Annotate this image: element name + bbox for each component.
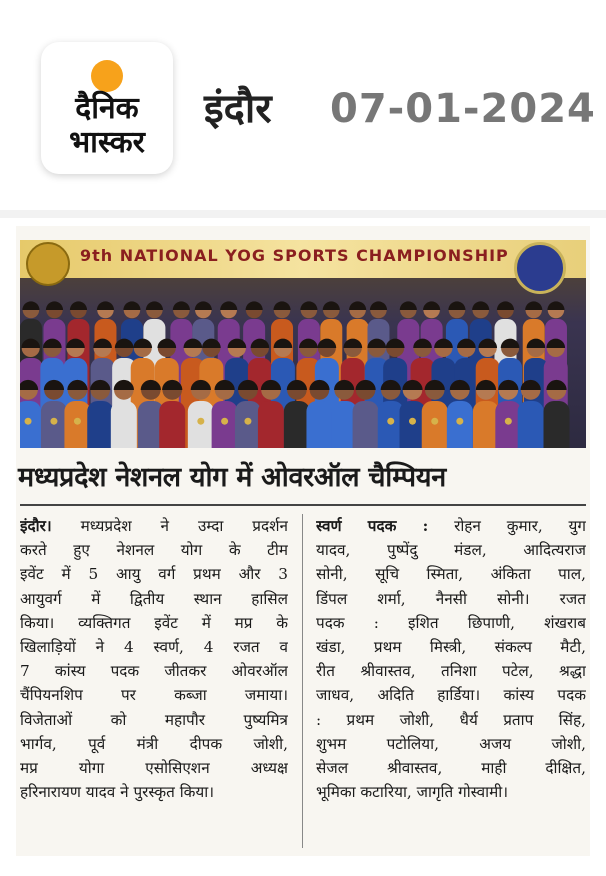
person-hair xyxy=(246,301,263,310)
article-line: रीत श्रीवास्तव, तनिशा पटेल, श्रद्धा xyxy=(316,662,586,681)
article-headline: मध्यप्रदेश नेशनल योग में ओवरऑल चैम्पियन xyxy=(18,462,446,493)
article-line: शुभम पटोलिया, अजय जोशी, xyxy=(316,734,586,753)
article-line: इवेंट में 5 आयु वर्ग प्रथम और 3 xyxy=(20,565,288,584)
person-body xyxy=(111,401,137,448)
article-line xyxy=(316,514,586,538)
person-hair xyxy=(46,301,63,310)
person-hair xyxy=(22,301,39,310)
edition-date: 07-01-2024 xyxy=(330,86,596,132)
dainik-bhaskar-logo xyxy=(41,42,173,174)
article-line: सोनी, सूचि स्मिता, अंकिता पाल, xyxy=(316,565,586,584)
article-line: खिलाड़ियों ने 4 स्वर्ण, 4 रजत व xyxy=(20,638,288,657)
person-hair xyxy=(370,301,387,310)
person-body xyxy=(543,401,569,448)
article-line: भार्गव, पूर्व मंत्री दीपक जोशी, xyxy=(20,734,288,753)
article-line: जाधव, अदिति हार्डिया। कांस्य पदक xyxy=(316,686,586,705)
medal xyxy=(74,418,81,425)
person-hair xyxy=(400,301,417,310)
medal xyxy=(197,418,204,425)
logo-text-line1: दैनिक xyxy=(75,91,139,126)
gold-medal-label: स्वर्ण पदक : xyxy=(316,517,429,535)
article-line: पदक : इशित छिपाणी, शंखराब xyxy=(316,613,586,632)
person-body xyxy=(20,401,41,448)
person-hair xyxy=(220,301,237,310)
article-line: खंडा, प्रथम मिस्त्री, संकल्प मैटी, xyxy=(316,638,586,657)
article-line: विजेताओं को महापौर पुष्यमित्र xyxy=(20,710,288,729)
sun-icon xyxy=(91,60,123,92)
article-line: डिंपल शर्मा, नैनसी सोनी। रजत xyxy=(316,589,586,608)
person-hair xyxy=(423,301,440,310)
person-body xyxy=(284,401,310,448)
article-line: आयुवर्ग में द्वितीय स्थान हासिल xyxy=(20,589,288,608)
person-hair xyxy=(349,301,366,310)
article-line: हरिनारायण यादव ने पुरस्कृत किया। xyxy=(20,783,215,802)
person-hair xyxy=(472,301,489,310)
column-divider xyxy=(302,514,303,848)
article-line: चैंपियनशिप पर कब्जा जमाया। xyxy=(20,686,288,705)
medal xyxy=(221,418,228,425)
news-clipping xyxy=(16,226,590,856)
article-column-right xyxy=(316,514,586,804)
person-hair xyxy=(273,301,290,310)
person-hair xyxy=(97,301,114,310)
person-hair xyxy=(448,301,465,310)
article-line: सेजल श्रीवास्तव, माही दीक्षित, xyxy=(316,759,586,778)
person-hair xyxy=(173,301,190,310)
article-line xyxy=(20,514,288,538)
person-hair xyxy=(525,301,542,310)
person-body xyxy=(306,401,332,448)
medal xyxy=(244,418,251,425)
article-line-text: रोहन कुमार, युग xyxy=(454,517,586,535)
person-hair xyxy=(323,301,340,310)
person-hair xyxy=(547,301,564,310)
group-photo xyxy=(20,240,586,448)
person-hair xyxy=(300,301,317,310)
article-column-left xyxy=(20,514,288,804)
edition-city: इंदौर xyxy=(204,86,272,132)
medal xyxy=(431,418,438,425)
person-hair xyxy=(146,301,163,310)
article-line: : प्रथम जोशी, धैर्य प्रताप सिंह, xyxy=(316,710,586,729)
dateline: इंदौर। xyxy=(20,517,52,535)
person-body xyxy=(159,401,185,448)
person-hair xyxy=(70,301,87,310)
person-body xyxy=(473,401,499,448)
person-hair xyxy=(195,301,212,310)
article-line: 7 कांस्य पदक जीतकर ओवरऑल xyxy=(20,662,288,681)
person-hair xyxy=(497,301,514,310)
medal xyxy=(409,418,416,425)
article-line: यादव, पुष्पेंदु मंडल, आदित्यराज xyxy=(316,541,586,560)
logo-text-line2: भास्कर xyxy=(69,125,145,160)
article-line: किया। व्यक्तिगत इवेंट में मप्र के xyxy=(20,613,288,632)
banner-text: 9th NATIONAL YOG SPORTS CHAMPIONSHIP xyxy=(80,246,509,265)
person-body xyxy=(518,401,544,448)
article-line: भूमिका कटारिया, जागृति गोस्वामी। xyxy=(316,783,508,802)
person-body xyxy=(87,401,113,448)
medal xyxy=(387,418,394,425)
person-hair xyxy=(123,301,140,310)
person-body xyxy=(258,401,284,448)
article-line: करते हुए नेशनल योग के टीम xyxy=(20,541,288,560)
medal xyxy=(505,418,512,425)
medal xyxy=(456,418,463,425)
person-body xyxy=(353,401,379,448)
headline-rule xyxy=(20,504,586,506)
medal xyxy=(50,418,57,425)
article-line-text: मध्यप्रदेश ने उम्दा प्रदर्शन xyxy=(80,517,288,535)
crowd-illustration xyxy=(20,270,586,448)
article-line: मप्र योगा एसोसिएशन अध्यक्ष xyxy=(20,759,288,778)
medal xyxy=(25,418,32,425)
header-separator xyxy=(0,210,606,218)
